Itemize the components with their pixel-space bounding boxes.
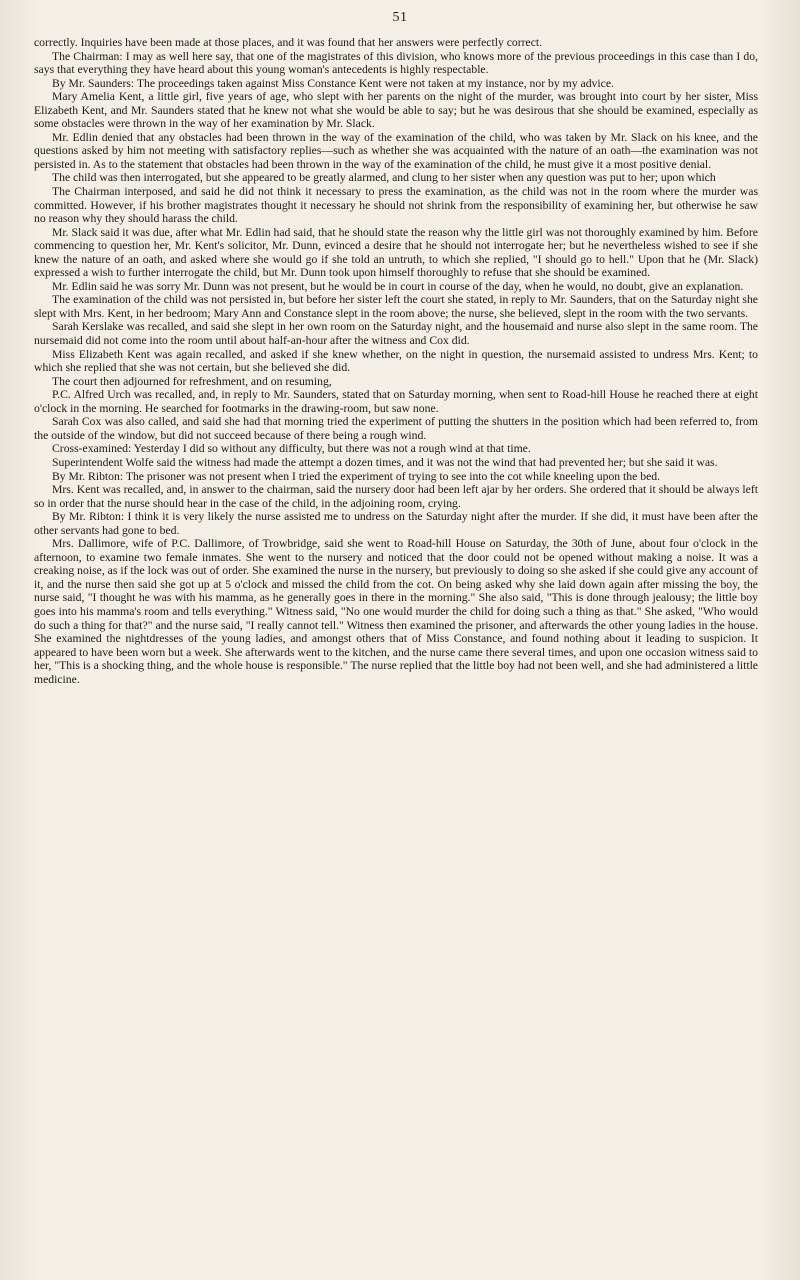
paragraph: Superintendent Wolfe said the witness had made the attempt a dozen times, and it was not the wind that had prevented her; but she said it was. [52,455,718,469]
paragraph: Sarah Kerslake was recalled, and said she slept in her own room on the Saturday night, and the housemaid and nurse also slept in the same room. The nursemaid did not come into the room until about half-an-hour after the witness and Cox did. [34,320,758,348]
paragraph: Mr. Slack said it was due, after what Mr. Edlin had said, that he should state the reason why the little girl was not thoroughly examined by him. Before commencing to question her, Mr. Kent's solicitor, Mr. Dunn, evinced a desire that he should not interrogate her; but he nevertheless wished to see if she knew the nature of an oath, and asked where she would go if she told an untruth, to which she replied, "I should go to hell." Upon that he (Mr. Slack) expressed a wish to further interrogate the child, but Mr. Dunn took upon himself thoroughly to refuse that she should be examined. [34,225,758,280]
paragraph: Mr. Edlin denied that any obstacles had been thrown in the way of the examination of the child, who was taken by Mr. Slack on his knee, and the questions asked by him not meeting with satisfactory replies—such as whether she was acquainted with the nature of an oath—the examination was not persisted in. As to the statement that obstacles had been thrown in the way of the examination of the child, he must give it a most positive denial. [34,130,758,171]
body-text [34,36,758,686]
page-number: 51 [392,10,408,25]
paragraph: The child was then interrogated, but she appeared to be greatly alarmed, and clung to her sister when any question was put to her; upon which [52,171,716,185]
paragraph: By Mr. Ribton: I think it is very likely the nurse assisted me to undress on the Saturday night after the murder. If she did, it must have been after the other servants had gone to bed. [34,510,758,537]
paragraph: Sarah Cox was also called, and said she had that morning tried the experiment of putting the shutters in the position which had been referred to, from the outside of the window, but did not succeed because of there being a rough wind. [34,415,758,442]
paragraph: Mr. Edlin said he was sorry Mr. Dunn was not present, but he would be in court in course of the day, when he would, no doubt, give an explanation. [52,279,744,293]
paragraph: The court then adjourned for refreshment, and on resuming, [52,374,332,388]
paragraph: By Mr. Ribton: The prisoner was not present when I tried the experiment of trying to see into the cot while kneeling upon the bed. [52,469,661,483]
paragraph: Mrs. Kent was recalled, and, in answer to the chairman, said the nursery door had been left ajar by her orders. She ordered that it should be always left so in order that the nurse should hear in the case of the child, in the adjoining room, crying. [34,483,758,510]
paragraph: The examination of the child was not persisted in, but before her sister left the court she stated, in reply to Mr. Saunders, that on the Saturday night she slept with Mrs. Kent, in her bedroom; Mary Ann and Constance slept in the room above; the nurse, she believed, slept in the room with the two servants. [34,293,758,320]
paragraph: Mrs. Dallimore, wife of P.C. Dallimore, of Trowbridge, said she went to Road-hill House on Saturday, the 30th of June, about four o'clock in the afternoon, to examine two female inmates. She went to the nursery and noticed that the door could not be opened without making a noise. It was a creaking noise, as if the lock was out of order. She examined the nurse in the nursery, but previously to doing so she asked if she could give any account of it, and the nurse then said she got up at 5 o'clock and missed the child from the cot. On being asked why she laid down again after missing the boy, the nurse said, "I thought he was with his mamma, as he generally goes in there in the morning." She also said, "This is done through jealousy; the little boy goes into his mamma's room and tells everything." Witness said, "No one would murder the child for doing such a thing as that." She asked, "Who would do such a thing for that?" and the nurse said, "I really cannot tell." Witness then examined the prisoner, and afterwards the other young ladies in the house. She examined the nightdresses of the young ladies, and amongst others that of Miss Constance, and found nothing about it leading to suspicion. It appeared to have been worn but a week. She afterwards went to the kitchen, and the nurse came there several times, and upon one occasion witness said to her, "This is a shocking thing, and the whole house is responsible." The nurse replied that the little boy had not been well, and she had administered a little medicine. [34,537,759,686]
paragraph: correctly. Inquiries have been made at those places, and it was found that her answers were perfectly correct. [34,36,543,49]
paragraph: Mary Amelia Kent, a little girl, five years of age, who slept with her parents on the night of the murder, was brought into court by her sister, Miss Elizabeth Kent, and Mr. Saunders stated that he knew not what she would be able to say; but he was desirous that she should be examined, especially as some obstacles were thrown in the way of her examination by Mr. Slack. [34,90,758,131]
paragraph: By Mr. Saunders: The proceedings taken against Miss Constance Kent were not taken at my instance, nor by my advice. [52,76,614,90]
paragraph: Miss Elizabeth Kent was again recalled, and asked if she knew whether, on the night in question, the nursemaid assisted to undress Mrs. Kent; to which she replied that she was not certain, but she believed she did. [34,347,758,375]
paragraph: The Chairman interposed, and said he did not think it necessary to press the examination, as the child was not in the room where the murder was committed. However, if his brother magistrates thought it necessary he should not shrink from the responsibility of examining her, but otherwise he saw no reason why they should harass the child. [34,185,758,226]
paragraph: The Chairman: I may as well here say, that one of the magistrates of this division, who knows more of the previous proceedings in this case than I do, says that everything they have heard about this young woman's antecedents is highly respectable. [34,49,758,77]
paragraph: Cross-examined: Yesterday I did so without any difficulty, but there was not a rough wind at that time. [52,442,531,456]
paragraph: P.C. Alfred Urch was recalled, and, in reply to Mr. Saunders, stated that on Saturday morning, when sent to Road-hill House he reached there at eight o'clock in the morning. He searched for footmarks in the drawing-room, but saw none. [34,388,758,415]
